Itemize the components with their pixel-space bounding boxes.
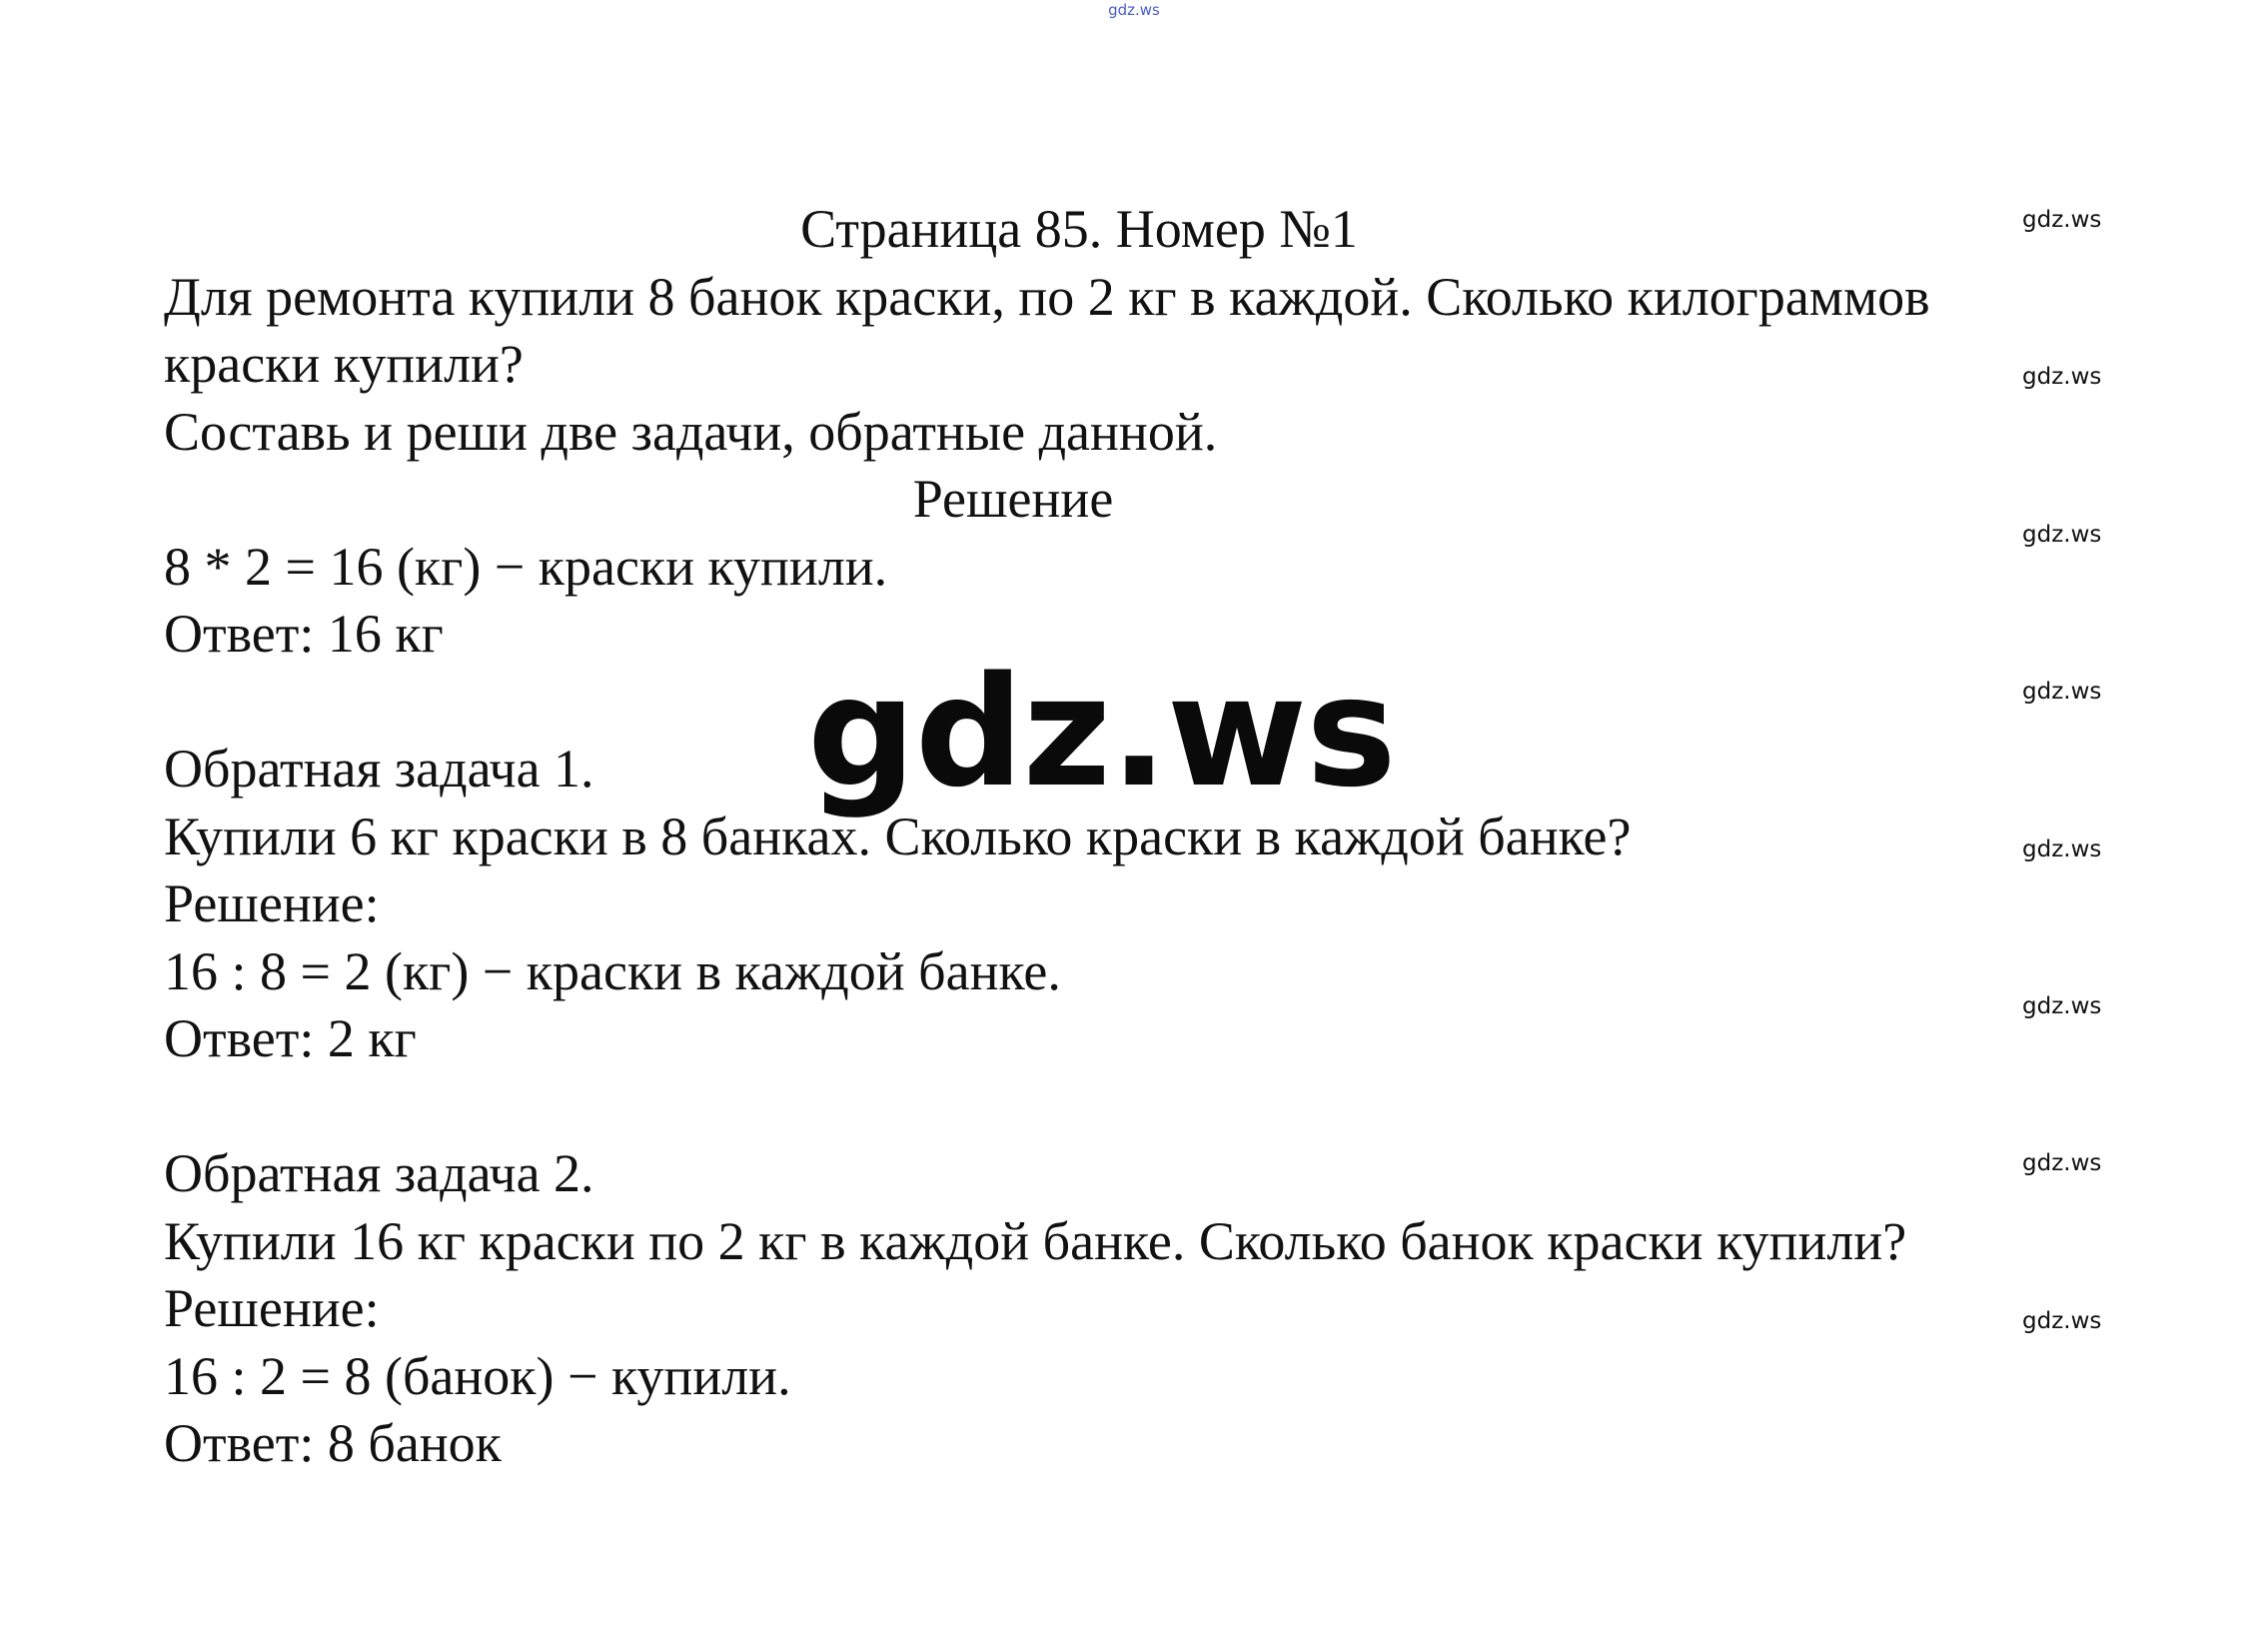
problem-line-1: Для ремонта купили 8 банок краски, по 2 кг в каждой. Сколько килограммов <box>164 266 1930 327</box>
problem-line-3: Составь и реши две задачи, обратные данной. <box>164 401 1218 462</box>
inverse-1-heading: Обратная задача 1. <box>164 739 594 799</box>
side-watermark: gdz.ws <box>2022 836 2102 862</box>
blank-line <box>164 1073 2162 1141</box>
solution-heading: Решение <box>912 469 1114 529</box>
problem-line-2: краски купили? <box>164 334 524 394</box>
side-watermark: gdz.ws <box>2022 1150 2102 1176</box>
solution-answer: Ответ: 16 кг <box>164 604 444 664</box>
side-watermark: gdz.ws <box>2022 1308 2102 1334</box>
inverse-2-calculation: 16 : 2 = 8 (банок) − купили. <box>164 1345 791 1406</box>
side-watermark: gdz.ws <box>2022 522 2102 548</box>
center-watermark: gdz.ws <box>807 644 1396 820</box>
page-title: Страница 85. Номер №1 <box>800 199 1358 259</box>
inverse-2-heading: Обратная задача 2. <box>164 1143 594 1203</box>
inverse-1-solution-label: Решение: <box>164 873 380 933</box>
solution-calculation: 8 * 2 = 16 (кг) − краски купили. <box>164 536 888 597</box>
side-watermark: gdz.ws <box>2022 679 2102 705</box>
inverse-2-answer: Ответ: 8 банок <box>164 1413 502 1473</box>
inverse-1-answer: Ответ: 2 кг <box>164 1008 417 1068</box>
inverse-2-solution-label: Решение: <box>164 1278 380 1338</box>
top-watermark: gdz.ws <box>1108 1 1160 19</box>
document-body <box>164 196 2162 1478</box>
inverse-1-calculation: 16 : 8 = 2 (кг) − краски в каждой банке. <box>164 940 1061 1001</box>
side-watermark: gdz.ws <box>2022 207 2102 233</box>
inverse-2-question: Купили 16 кг краски по 2 кг в каждой банке. Сколько банок краски купили? <box>164 1210 1907 1271</box>
side-watermark: gdz.ws <box>2022 364 2102 390</box>
inverse-1-question: Купили 6 кг краски в 8 банках. Сколько краски в каждой банке? <box>164 806 1632 866</box>
side-watermark: gdz.ws <box>2022 993 2102 1019</box>
